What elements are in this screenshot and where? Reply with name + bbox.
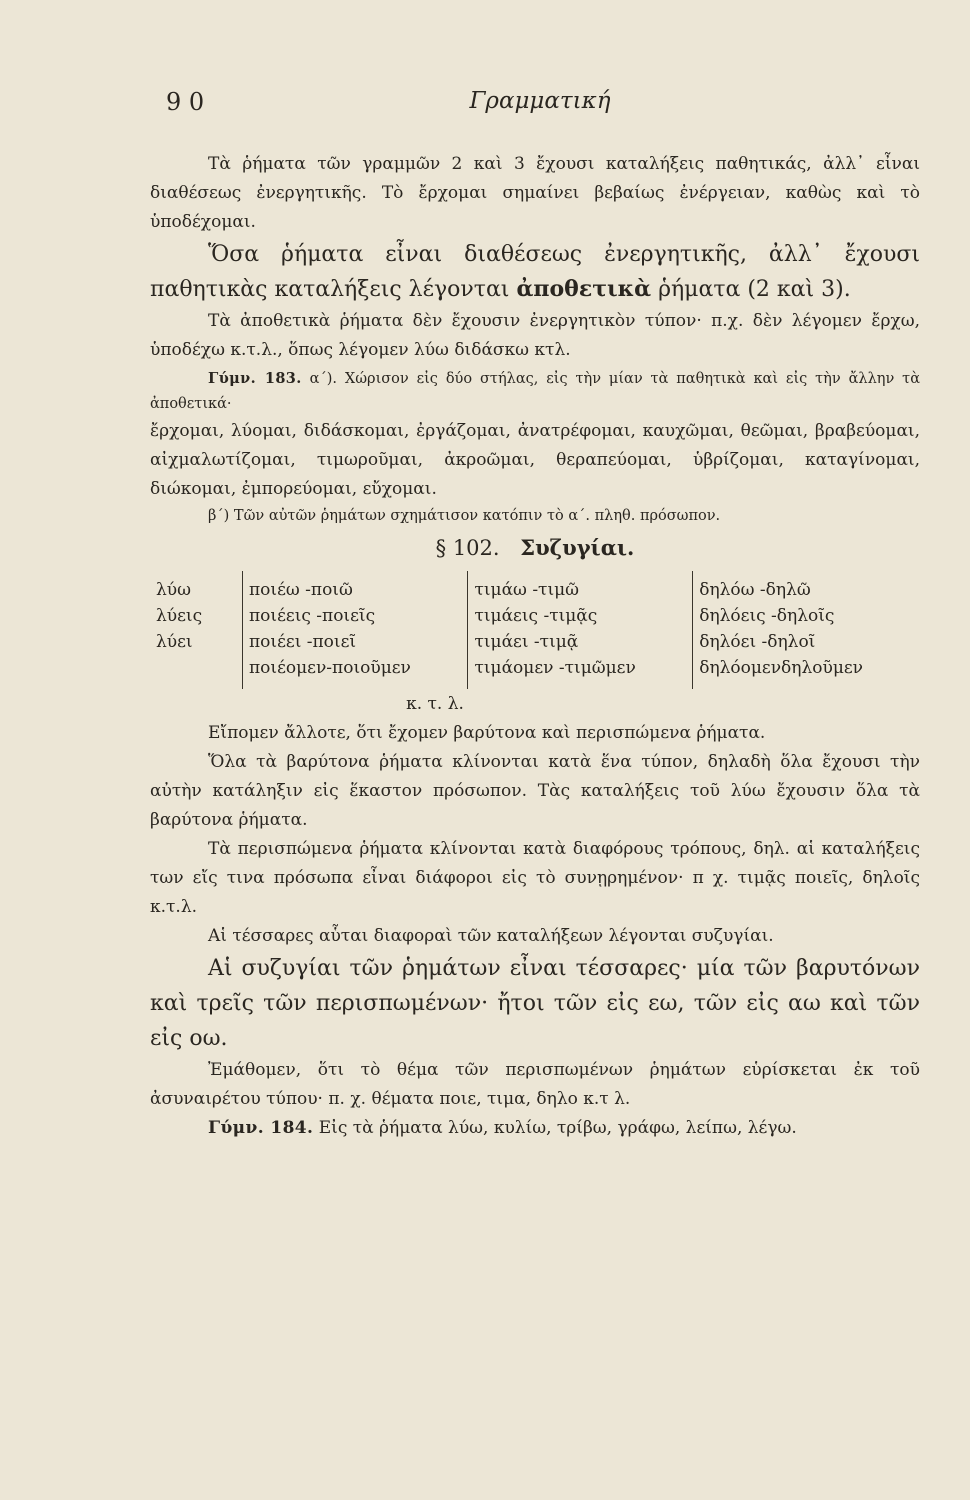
exercise-183 [150,366,920,417]
table-cell: τιμάομεν -τιμῶμεν [474,658,636,678]
paragraph-barytone-perispomena: Εἴπομεν ἄλλοτε, ὅτι ἔχομεν βαρύτονα καὶ περισπώμενα ῥήματα. [208,723,766,743]
table-cell: δηλόω -δηλῶ [699,580,811,600]
exercise-183-prompt: α΄). Χώρισον εἰς δύο στήλας, εἰς τὴν μίαν τὰ παθητικὰ καὶ εἰς τὴν ἄλλην τὰ ἀποθετικά· [150,371,920,412]
section-number: § 102. [435,536,500,560]
table-cell: δηλόομενδηλοῦμεν [699,658,864,678]
table-cell: ποιέομεν-ποιοῦμεν [249,658,411,678]
page-number: 9 0 [166,88,205,116]
exercise-183-label: Γύμν. 183. [208,370,302,387]
column-ao [468,571,693,689]
exercise-184 [150,1114,920,1143]
exercise-184-text: Εἰς τὰ ῥήματα λύω, κυλίω, τρίβω, γράφω, λείπω, λέγω. [318,1118,797,1138]
table-cell: ποιέει -ποιεῖ [249,632,357,652]
column-eo [243,571,468,689]
table-cell: τιμάει -τιμᾷ [474,632,579,652]
paragraph-stem: Ἐμάθομεν, ὅτι τὸ θέμα τῶν περισπωμένων ῥημάτων εὑρίσκεται ἐκ τοῦ ἀσυναιρέτου τύπου· π. χ. θέματα ποιε, τιμα, δηλο κ.τ λ. [150,1060,920,1109]
table-etc: κ. τ. λ. [406,694,464,714]
table-cell: ποιέω -ποιῶ [249,580,353,600]
paragraph-perispomena-types: Τὰ περισπώμενα ῥήματα κλίνονται κατὰ διαφόρους τρόπους, δηλ. αἱ καταλήξεις των εἴς τινα πρόσωπα εἶναι διάφοροι εἰς τὸ συνῃρημένον· π χ. τιμᾷς ποιεῖς, δηλοῖς κ.τ.λ. [150,839,920,917]
table-cell: ποιέεις -ποιεῖς [249,606,376,626]
page-header [160,88,920,118]
exercise-183-words: ἔρχομαι, λύομαι, διδάσκομαι, ἐργάζομαι, ἀνατρέφομαι, καυχῶμαι, θεῶμαι, βραβεύομαι, αἰχμαλωτίζομαι, τιμωροῦμαι, ἀκροῶμαι, θεραπεύομαι, ὑβρίζομαι, καταγίνομαι, διώκομαι, ἐμπορεύομαι, εὔχομαι. [150,421,920,499]
deponent-definition-end: ῥήματα (2 καὶ 3). [658,277,851,302]
exercise-184-label: Γύμν. 184. [208,1118,314,1138]
section-heading [150,531,920,565]
deponent-definition-text: Ὅσα ῥήματα εἶναι διαθέσεως ἐνεργητικῆς, ἀλλ᾽ ἔχουσι παθητικὰς καταλήξεις λέγονται [150,242,920,302]
paragraph-deponent-no-active: Τὰ ἀποθετικὰ ῥήματα δὲν ἔχουσιν ἐνεργητικὸν τύπον· π.χ. δὲν λέγομεν ἔρχω, ὑποδέχω κ.τ.λ., ὅπως λέγομεν λύω διδάσκω κτλ. [150,311,920,360]
table-cell: τιμάω -τιμῶ [474,580,580,600]
deponent-term: ἀποθετικὰ [516,276,652,302]
table-cell: λύεις [156,606,203,626]
section-title: Συζυγίαι. [520,535,635,560]
paragraph-conjugations-named: Αἱ τέσσαρες αὗται διαφοραὶ τῶν καταλήξεων λέγονται συζυγίαι. [208,926,774,946]
exercise-183-part-b: β΄) Τῶν αὐτῶν ῥημάτων σχημάτισον κατόπιν τὸ α΄. πληθ. πρόσωπον. [208,508,721,524]
body-text [150,150,920,1143]
table-cell: λύω [156,580,191,600]
running-title: Γραμματική [469,88,611,114]
column-oo [693,571,920,689]
table-cell: δηλόει -δηλοῖ [699,632,816,652]
paragraph-passive-endings: Τὰ ῥήματα τῶν γραμμῶν 2 καὶ 3 ἔχουσι καταλήξεις παθητικάς, ἀλλ᾽ εἶναι διαθέσεως ἐνεργητικῆς. Τὸ ἔρχομαι σημαίνει βεβαίως ἐνέργειαν, καθὼς καὶ τὸ ὑποδέχομαι. [150,154,920,232]
paragraph-barytone-one-type: Ὅλα τὰ βαρύτονα ῥήματα κλίνονται κατὰ ἕνα τύπον, δηλαδὴ ὅλα ἔχουσι τὴν αὐτὴν κατάληξιν εἰς ἕκαστον πρόσωπον. Τὰς καταλήξεις τοῦ λύω ἔχουσιν ὅλα τὰ βαρύτονα ῥήματα. [150,752,920,830]
paragraph-four-conjugations: Αἱ συζυγίαι τῶν ῥημάτων εἶναι τέσσαρες· μία τῶν βαρυτόνων καὶ τρεῖς τῶν περισπωμένων· ἤτοι τῶν εἰς εω, τῶν εἰς αω καὶ τῶν εἰς οω. [150,956,920,1051]
conjugation-table [150,571,920,719]
table-cell: δηλόεις -δηλοῖς [699,606,835,626]
paragraph-deponent-definition [150,237,920,307]
table-cell: λύει [156,632,193,652]
table-cell: τιμάεις -τιμᾷς [474,606,598,626]
column-barytone [150,571,243,689]
